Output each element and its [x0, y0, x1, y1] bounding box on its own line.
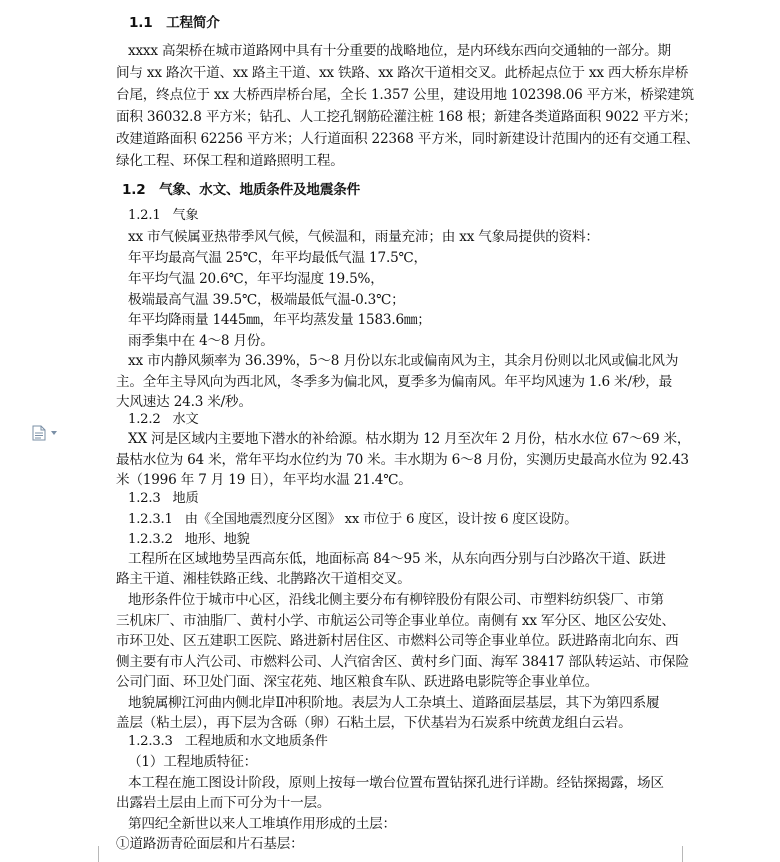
geology-line: 第四纪全新世以来人工堆填作用形成的土层： [128, 816, 396, 832]
terrain-line: 地貌属柳江河曲内侧北岸Ⅱ冲积阶地。表层为人工杂填土、道路面层基层，其下为第四系履 [128, 695, 660, 711]
page-corner-mark [88, 846, 99, 862]
terrain-line: 地形条件位于城市中心区，沿线北侧主要分布有柳锌股份有限公司、市塑料纺织袋厂、市第 [128, 592, 664, 608]
intro-line: 面积 36032.8 平方米；钻孔、人工挖孔钢筋砼灌注桩 168 根；新建各类道路面积 9022 平方米； [116, 109, 697, 125]
hydrology-line: 最枯水位为 64 米，常年平均水位约为 70 米。丰水期为 6～8 月份，实测历史最高水位为 92.43 [116, 452, 689, 468]
weather-line: 年平均最高气温 25℃，年平均最低气温 17.5℃， [128, 250, 427, 266]
section-heading-1-2: 1.2 气象、水文、地质条件及地震条件 [122, 182, 360, 198]
intro-line: 间与 xx 路次干道、xx 路主干道、xx 铁路、xx 路次干道相交叉。此桥起点位于 xx 西大桥东岸桥 [116, 65, 689, 81]
section-heading-1-2-3-1: 1.2.3.1 由《全国地震烈度分区图》 xx 市位于 6 度区，设计按 6 度区设防。 [128, 512, 578, 527]
terrain-line: 盖层（粘土层），再下层为含砾（卵）石粘土层，下伏基岩为石炭系中统黄龙组白云岩。 [116, 715, 632, 731]
intro-line: 台尾，终点位于 xx 大桥西岸桥台尾，全长 1.357 公里，建设用地 102398.06 平方米，桥梁建筑 [116, 87, 694, 103]
weather-line: xx 市内静风频率为 36.39%，5～8 月份以东北或偏南风为主，其余月份则以北风或偏北风为 [128, 353, 679, 369]
section-heading-1-1: 1.1 工程简介 [129, 15, 220, 31]
terrain-line: 侧主要有市人汽公司、市燃料公司、人汽宿舍区、黄村乡门面、海军 38417 部队转运站、市保险 [116, 654, 689, 670]
terrain-line: 路主干道、湘桂铁路正线、北鹊路次干道相交叉。 [116, 571, 411, 587]
section-heading-1-2-1: 1.2.1 气象 [128, 208, 199, 223]
geology-line: ①道路沥青砼面层和片石基层： [116, 836, 304, 852]
page-corner-mark [682, 846, 693, 862]
terrain-line: 市环卫处、区五建职工医院、路进新村居住区、市燃料公司等企事业单位。跃进路南北向东、西 [116, 633, 679, 649]
intro-line: 绿化工程、环保工程和道路照明工程。 [116, 153, 344, 169]
intro-line: xxxx 高架桥在城市道路网中具有十分重要的战略地位，是内环线东西向交通轴的一部分。期 [128, 43, 671, 59]
geology-line: 本工程在施工图设计阶段，原则上按每一墩台位置布置钻探孔进行详勘。经钻探揭露，场区 [128, 775, 664, 791]
terrain-line: 工程所在区域地势呈西高东低，地面标高 84～95 米，从东向西分别与白沙路次干道、跃进 [128, 551, 666, 567]
hydrology-line: 米（1996 年 7 月 19 日），年平均水温 21.4℃。 [116, 472, 412, 488]
chevron-down-icon[interactable] [51, 431, 57, 435]
weather-line: 雨季集中在 4～8 月份。 [128, 333, 274, 349]
weather-line: 大风速达 24.3 米/秒。 [116, 394, 252, 410]
document-note-icon[interactable] [32, 425, 46, 441]
terrain-line: 三机床厂、市油脂厂、黄村小学、市航运公司等企事业单位。南侧有 xx 军分区、地区公安处、 [116, 613, 675, 629]
weather-line: 极端最高气温 39.5℃，极端最低气温-0.3℃； [128, 292, 405, 308]
weather-line: 年平均气温 20.6℃，年平均湿度 19.5%， [128, 271, 384, 287]
weather-line: 年平均降雨量 1445㎜，年平均蒸发量 1583.6㎜； [128, 312, 431, 328]
terrain-line: 公司门面、环卫处门面、深宝花苑、地区粮食车队、跃进路电影院等企事业单位。 [116, 674, 599, 690]
section-heading-1-2-3: 1.2.3 地质 [128, 491, 199, 506]
geology-line: 出露岩土层由上而下可分为十一层。 [116, 795, 331, 811]
section-heading-1-2-3-2: 1.2.3.2 地形、地貌 [128, 532, 250, 547]
weather-line: 主。全年主导风向为西北风，冬季多为偏北风，夏季多为偏南风。年平均风速为 1.6 米/秒，最 [116, 374, 672, 390]
weather-line: xx 市气候属亚热带季风气候，气候温和，雨量充沛；由 xx 气象局提供的资料： [128, 229, 599, 245]
intro-line: 改建道路面积 62256 平方米；人行道面积 22368 平方米，同时新建设计范围内的还有交通工程、 [116, 131, 700, 147]
geology-line: （1）工程地质特征： [128, 754, 257, 770]
section-heading-1-2-2: 1.2.2 水文 [128, 412, 199, 427]
hydrology-line: XX 河是区域内主要地下潜水的补给源。枯水期为 12 月至次年 2 月份，枯水水位 67～69 米， [128, 431, 691, 447]
section-heading-1-2-3-3: 1.2.3.3 工程地质和水文地质条件 [128, 734, 328, 749]
